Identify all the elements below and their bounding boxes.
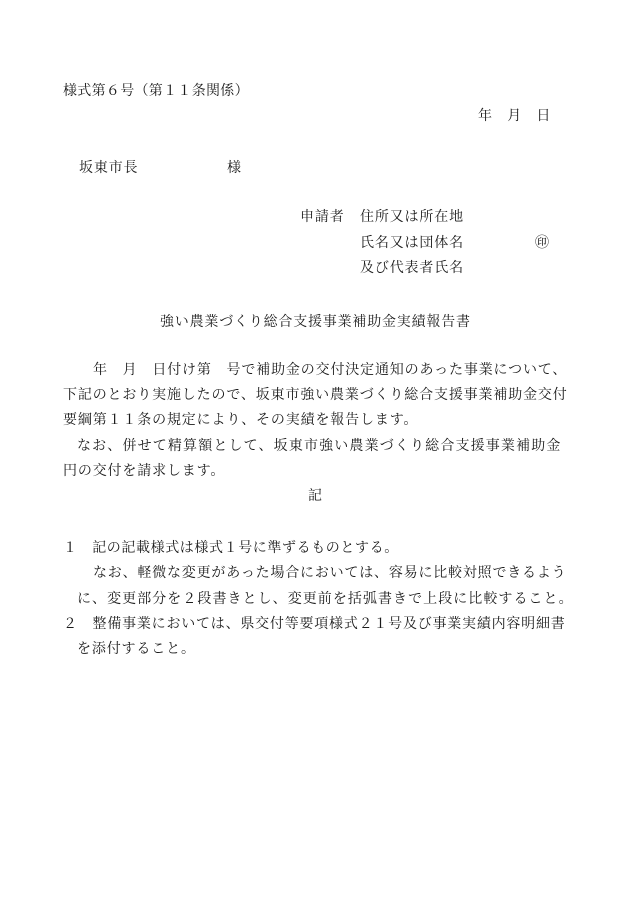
body-line-3: 要綱第１１条の規定により、その実績を報告します。 [63,412,419,428]
body-line-1: 年 月 日付け第 号で補助金の交付決定通知のあった事業について、 [93,362,568,378]
note-line-3: に、変更部分を２段書きとし、変更前を括弧書きで上段に比較すること。 [77,591,574,607]
note-line-1: １ 記の記載様式は様式１号に準ずるものとする。 [63,540,399,556]
note-line-5: を添付すること。 [77,641,196,657]
body-line-5: 円の交付を請求します。 [63,463,226,479]
note-line-4: ２ 整備事業においては、県交付等要項様式２１号及び事業実績内容明細書 [63,616,566,632]
applicant-label: 申請者 [300,209,345,225]
date-line: 年 月 日 [478,108,551,124]
addressee-honorific: 様 [227,160,242,176]
ki-heading: 記 [308,488,323,504]
addressee-name: 坂東市長 [79,160,139,176]
seal-mark: ㊞ [535,235,550,251]
applicant-address-label: 住所又は所在地 [360,209,464,225]
form-number: 様式第６号（第１１条関係） [63,83,249,99]
body-line-2: 下記のとおり実施したので、坂東市強い農業づくり総合支援事業補助金交付 [63,387,568,403]
applicant-name-label: 氏名又は団体名 [360,235,464,251]
body-line-4: なお、併せて精算額として、坂東市強い農業づくり総合支援事業補助金 [77,438,562,454]
note-line-2: なお、軽微な変更があった場合においては、容易に比較対照できるよう [93,565,567,581]
applicant-representative-label: 及び代表者氏名 [360,260,464,276]
document-title: 強い農業づくり総合支援事業補助金実績報告書 [160,314,471,330]
